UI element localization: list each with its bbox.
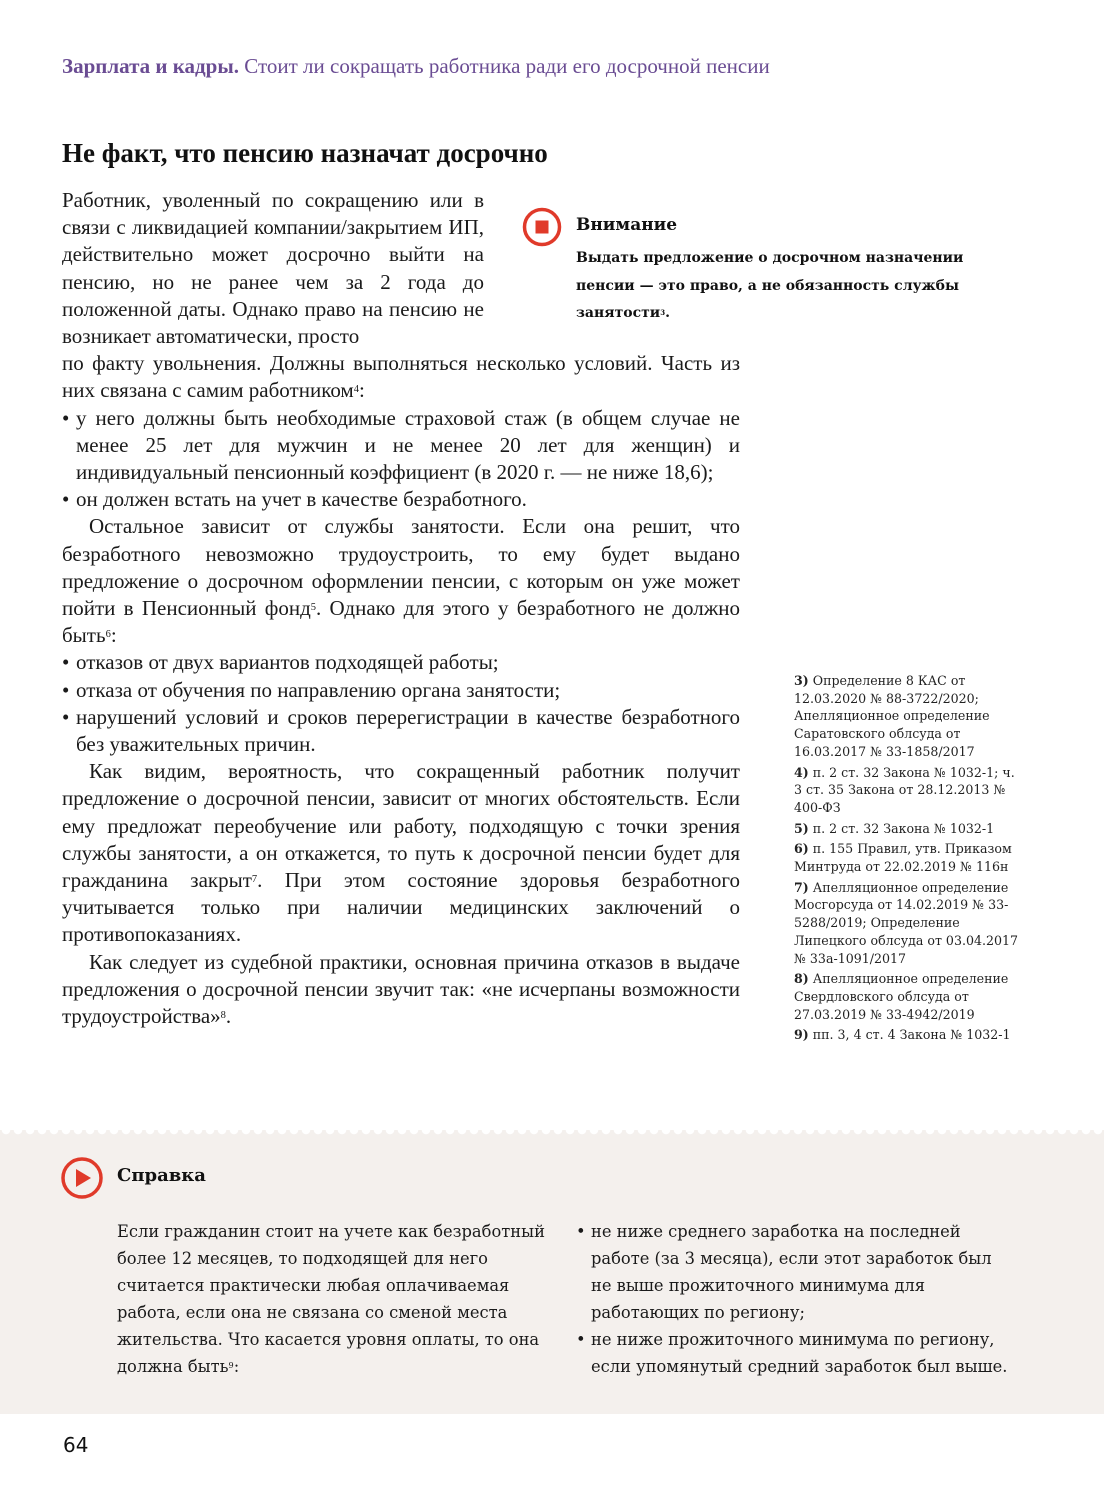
article-name: Стоит ли сокращать работника ради его досрочной пенсии xyxy=(244,54,770,78)
list-item: • отказа от обучения по направлению органа занятости; xyxy=(62,677,740,704)
footnote-ref[interactable]: 6 xyxy=(105,629,111,641)
list-item: • отказов от двух вариантов подходящей работы; xyxy=(62,649,740,676)
footnote-item: 3) Определение 8 КАС от 12.03.2020 № 88-3722/2020; Апелляционное определение Саратовского облсуда от 16.03.2017 № 33-1858/2017 xyxy=(794,673,990,759)
reference-box xyxy=(0,1130,1104,1414)
conditions-list xyxy=(62,405,740,514)
reference-list-column xyxy=(576,1218,1016,1380)
footnote-ref[interactable]: 7 xyxy=(251,874,258,886)
paragraph-intro: Работник, уволенный по сокращению или в связи с ликвидацией компании/закрытием ИП, действительно может досрочно выйти на пенсию, но не ранее чем за 2 года до положенной даты. Однако право на пенсию не возникает автоматически, просто xyxy=(62,188,484,349)
stop-circle-icon xyxy=(522,207,562,247)
scalloped-edge xyxy=(0,1130,1104,1136)
paragraph-employment-service: Остальное зависит от службы занятости. Если она решит, что безработного невозможно трудоустроить, то ему будет выдано предложение о досрочном оформлении пенсии, с которым он уже может пойти в Пенсионный фонд$^5$. Однако для этого у безработного не должно быть$^6$: xyxy=(62,514,740,648)
running-header xyxy=(62,54,770,79)
list-item: • нарушений условий и сроков перерегистрации в качестве безработного без уважительных причин. xyxy=(62,704,740,758)
restrictions-list xyxy=(62,649,740,758)
list-item: • у него должны быть необходимые страховой стаж (в общем случае не менее 25 лет для мужчин и не менее 20 лет для женщин) и индивидуальный пенсионный коэффициент (в 2020 г. — не ниже 18,6); xyxy=(62,405,740,487)
footnote-ref[interactable]: 4 xyxy=(353,384,359,396)
reference-title: Справка xyxy=(117,1165,206,1186)
page-number: 64 xyxy=(63,1433,89,1457)
footnote-ref[interactable]: 8 xyxy=(220,1010,226,1022)
footnote-item: 4) п. 2 ст. 32 Закона № 1032-1; ч. 3 ст. 35 Закона от 28.12.2013 № 400-ФЗ xyxy=(794,764,1015,815)
paragraph-probability: Как видим, вероятность, что сокращенный работник получит предложение о досрочной пенсии, зависит от многих обстоятельств. Если ему предложат переобучение или работу, подходящую с точки зрения службы занятости, а он откажется, то путь к досрочной пенсии будет для гражданина закрыт$^7$. При этом состояние здоровья безработного учитывается только при наличии медицинских заключений о противопоказаниях. xyxy=(62,759,740,947)
list-item: • не ниже прожиточного минимума по региону, если упомянутый средний заработок был выше. xyxy=(576,1326,1016,1380)
footnote-ref[interactable]: 3 xyxy=(660,308,666,318)
list-item: • не ниже среднего заработка на последней работе (за 3 месяца), если этот заработок был не выше прожиточного минимума для работающих по региону; xyxy=(576,1218,1016,1326)
play-circle-icon xyxy=(60,1156,104,1200)
reference-text: Если гражданин стоит на учете как безработный более 12 месяцев, то подходящей для него считается практически любая оплачиваемая работа, если она не связана со сменой места жительства. Что касается уровня оплаты, то она должна быть$^9$: xyxy=(117,1222,545,1376)
article-title: Не факт, что пенсию назначат досрочно xyxy=(62,138,548,168)
callout-body: Выдать предложение о досрочном назначении пенсии — это право, а не обязанность службы занятости$^3$. xyxy=(576,250,964,321)
pay-level-list xyxy=(576,1218,1016,1380)
footnote-item: 7) Апелляционное определение Мосгорсуда от 14.02.2019 № 33-5288/2019; Определение Липецкого облсуда от 03.04.2017 № 33а-1091/2017 xyxy=(794,879,1019,966)
footnote-ref[interactable]: 9 xyxy=(228,1360,234,1371)
footnote-item: 8) Апелляционное определение Свердловского облсуда от 27.03.2019 № 33-4942/2019 xyxy=(794,971,1009,1022)
paragraph-intro-continued: по факту увольнения. Должны выполняться несколько условий. Часть из них связана с самим работником$^4$: xyxy=(62,351,740,403)
footnote-item: 5) п. 2 ст. 32 Закона № 1032-1 xyxy=(794,820,995,836)
paragraph-court-practice: Как следует из судебной практики, основная причина отказов в выдаче предложения о досрочной пенсии звучит так: «не исчерпаны возможности трудоустройства»$^8$. xyxy=(62,949,740,1029)
footnote-ref[interactable]: 5 xyxy=(310,602,317,613)
footnotes xyxy=(794,672,1024,1047)
section-name: Зарплата и кадры. xyxy=(62,54,240,78)
footnote-item: 9) пп. 3, 4 ст. 4 Закона № 1032-1 xyxy=(794,1027,1011,1043)
footnote-item: 6) п. 155 Правил, утв. Приказом Минтруда от 22.02.2019 № 116н xyxy=(794,841,1012,875)
list-item: • он должен встать на учет в качестве безработного. xyxy=(62,486,740,513)
callout-title: Внимание xyxy=(576,215,678,235)
